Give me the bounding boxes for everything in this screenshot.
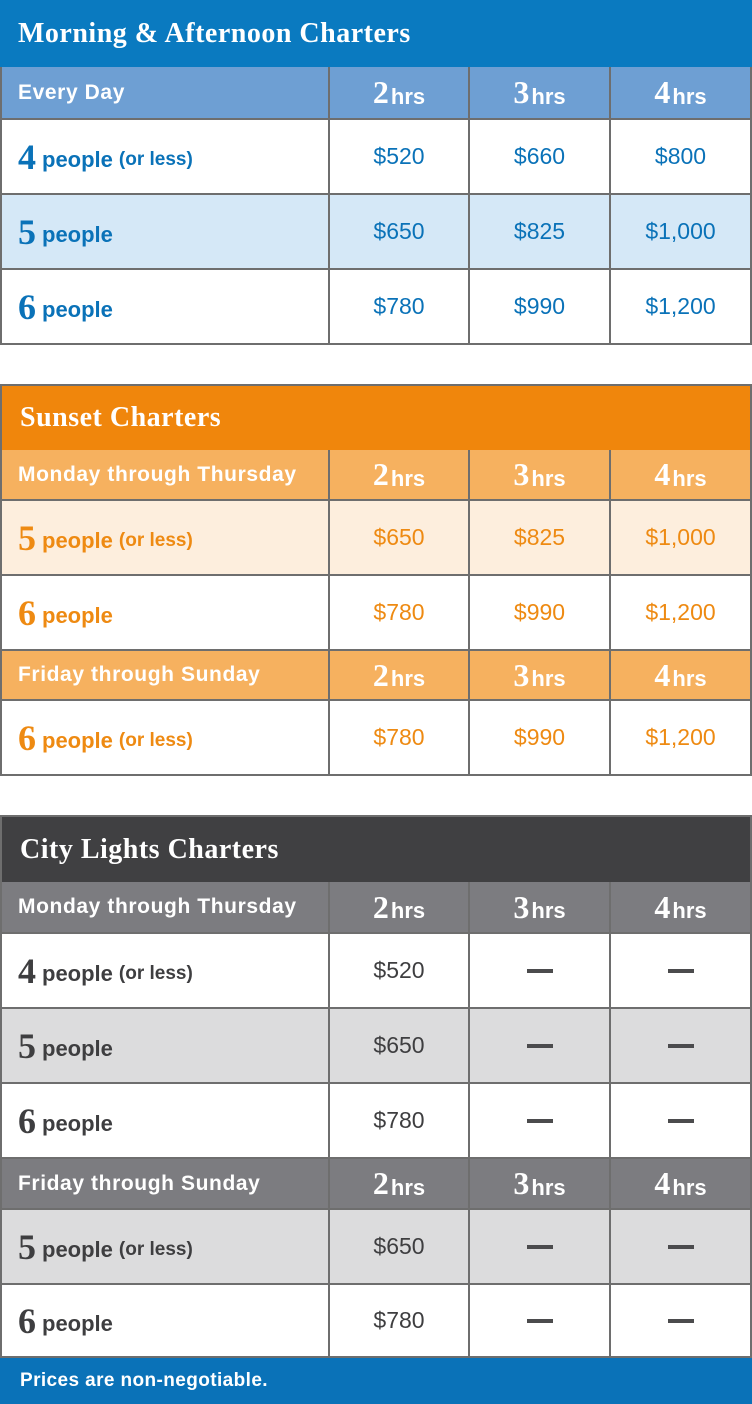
header-day-label: Friday through Sunday — [0, 651, 330, 701]
table-row — [0, 934, 752, 1009]
sunset-weekday-header-row — [0, 450, 752, 501]
people-label: 6 people — [0, 576, 330, 651]
price-cell: $660 — [470, 120, 611, 195]
people-label: 5 people — [0, 195, 330, 270]
unavailable-dash — [611, 934, 752, 1009]
dash-icon — [527, 1319, 553, 1323]
morning-charters-title — [0, 0, 752, 67]
section-title-text: Morning & Afternoon Charters — [18, 17, 411, 49]
header-day-label: Friday through Sunday — [0, 1159, 330, 1210]
price-cell: $780 — [330, 1285, 470, 1358]
price-cell: $1,000 — [611, 195, 752, 270]
price-cell: $650 — [330, 1009, 470, 1084]
header-3hrs: 3 hrs — [470, 651, 611, 701]
table-row — [0, 701, 752, 776]
sunset-charters-title — [0, 384, 752, 450]
city-weekday-header-row — [0, 882, 752, 934]
header-4hrs: 4 hrs — [611, 651, 752, 701]
section-title-text: City Lights Charters — [20, 833, 279, 865]
people-label: 6 people (or less) — [0, 701, 330, 776]
unavailable-dash — [470, 1210, 611, 1285]
dash-icon — [527, 969, 553, 973]
header-2hrs: 2 hrs — [330, 450, 470, 501]
people-label: 4 people (or less) — [0, 934, 330, 1009]
people-label: 6 people — [0, 1285, 330, 1358]
price-cell: $780 — [330, 270, 470, 345]
price-cell: $780 — [330, 576, 470, 651]
price-cell: $825 — [470, 195, 611, 270]
price-cell: $1,200 — [611, 270, 752, 345]
table-row — [0, 1210, 752, 1285]
table-row — [0, 120, 752, 195]
price-cell: $990 — [470, 701, 611, 776]
price-cell: $1,200 — [611, 701, 752, 776]
header-3hrs: 3 hrs — [470, 1159, 611, 1210]
table-row — [0, 1285, 752, 1358]
price-cell: $825 — [470, 501, 611, 576]
morning-header-row — [0, 67, 752, 120]
price-cell: $1,000 — [611, 501, 752, 576]
unavailable-dash — [470, 1285, 611, 1358]
table-row — [0, 195, 752, 270]
table-row — [0, 1009, 752, 1084]
people-label: 5 people — [0, 1009, 330, 1084]
dash-icon — [668, 1319, 694, 1323]
price-cell: $650 — [330, 1210, 470, 1285]
header-4hrs: 4 hrs — [611, 1159, 752, 1210]
footer-text: Prices are non-negotiable. — [20, 1370, 268, 1391]
price-cell: $650 — [330, 501, 470, 576]
header-4hrs: 4 hrs — [611, 450, 752, 501]
unavailable-dash — [470, 1084, 611, 1159]
dash-icon — [668, 1044, 694, 1048]
dash-icon — [527, 1044, 553, 1048]
header-day-label: Every Day — [0, 67, 330, 120]
header-4hrs: 4 hrs — [611, 882, 752, 934]
price-cell: $800 — [611, 120, 752, 195]
price-cell: $650 — [330, 195, 470, 270]
header-day-label: Monday through Thursday — [0, 450, 330, 501]
sunset-weekend-header-row — [0, 651, 752, 701]
header-2hrs: 2 hrs — [330, 651, 470, 701]
price-cell: $520 — [330, 934, 470, 1009]
people-label: 5 people (or less) — [0, 501, 330, 576]
header-day-label: Monday through Thursday — [0, 882, 330, 934]
price-cell: $780 — [330, 1084, 470, 1159]
header-2hrs: 2 hrs — [330, 882, 470, 934]
people-label: 5 people (or less) — [0, 1210, 330, 1285]
table-row — [0, 1084, 752, 1159]
city-lights-charters-title — [0, 815, 752, 882]
city-weekend-header-row — [0, 1159, 752, 1210]
header-2hrs: 2 hrs — [330, 67, 470, 120]
header-3hrs: 3 hrs — [470, 450, 611, 501]
dash-icon — [668, 1245, 694, 1249]
price-cell: $780 — [330, 701, 470, 776]
people-label: 4 people (or less) — [0, 120, 330, 195]
unavailable-dash — [470, 934, 611, 1009]
people-label: 6 people — [0, 1084, 330, 1159]
unavailable-dash — [611, 1084, 752, 1159]
unavailable-dash — [470, 1009, 611, 1084]
header-4hrs: 4 hrs — [611, 67, 752, 120]
people-label: 6 people — [0, 270, 330, 345]
price-cell: $1,200 — [611, 576, 752, 651]
section-title-text: Sunset Charters — [20, 402, 222, 433]
dash-icon — [527, 1245, 553, 1249]
dash-icon — [668, 1119, 694, 1123]
table-row — [0, 501, 752, 576]
table-row — [0, 576, 752, 651]
dash-icon — [668, 969, 694, 973]
price-cell: $990 — [470, 576, 611, 651]
footer-note — [0, 1358, 752, 1404]
unavailable-dash — [611, 1210, 752, 1285]
unavailable-dash — [611, 1009, 752, 1084]
table-row — [0, 270, 752, 345]
price-cell: $990 — [470, 270, 611, 345]
header-3hrs: 3 hrs — [470, 882, 611, 934]
dash-icon — [527, 1119, 553, 1123]
unavailable-dash — [611, 1285, 752, 1358]
header-3hrs: 3 hrs — [470, 67, 611, 120]
price-cell: $520 — [330, 120, 470, 195]
header-2hrs: 2 hrs — [330, 1159, 470, 1210]
